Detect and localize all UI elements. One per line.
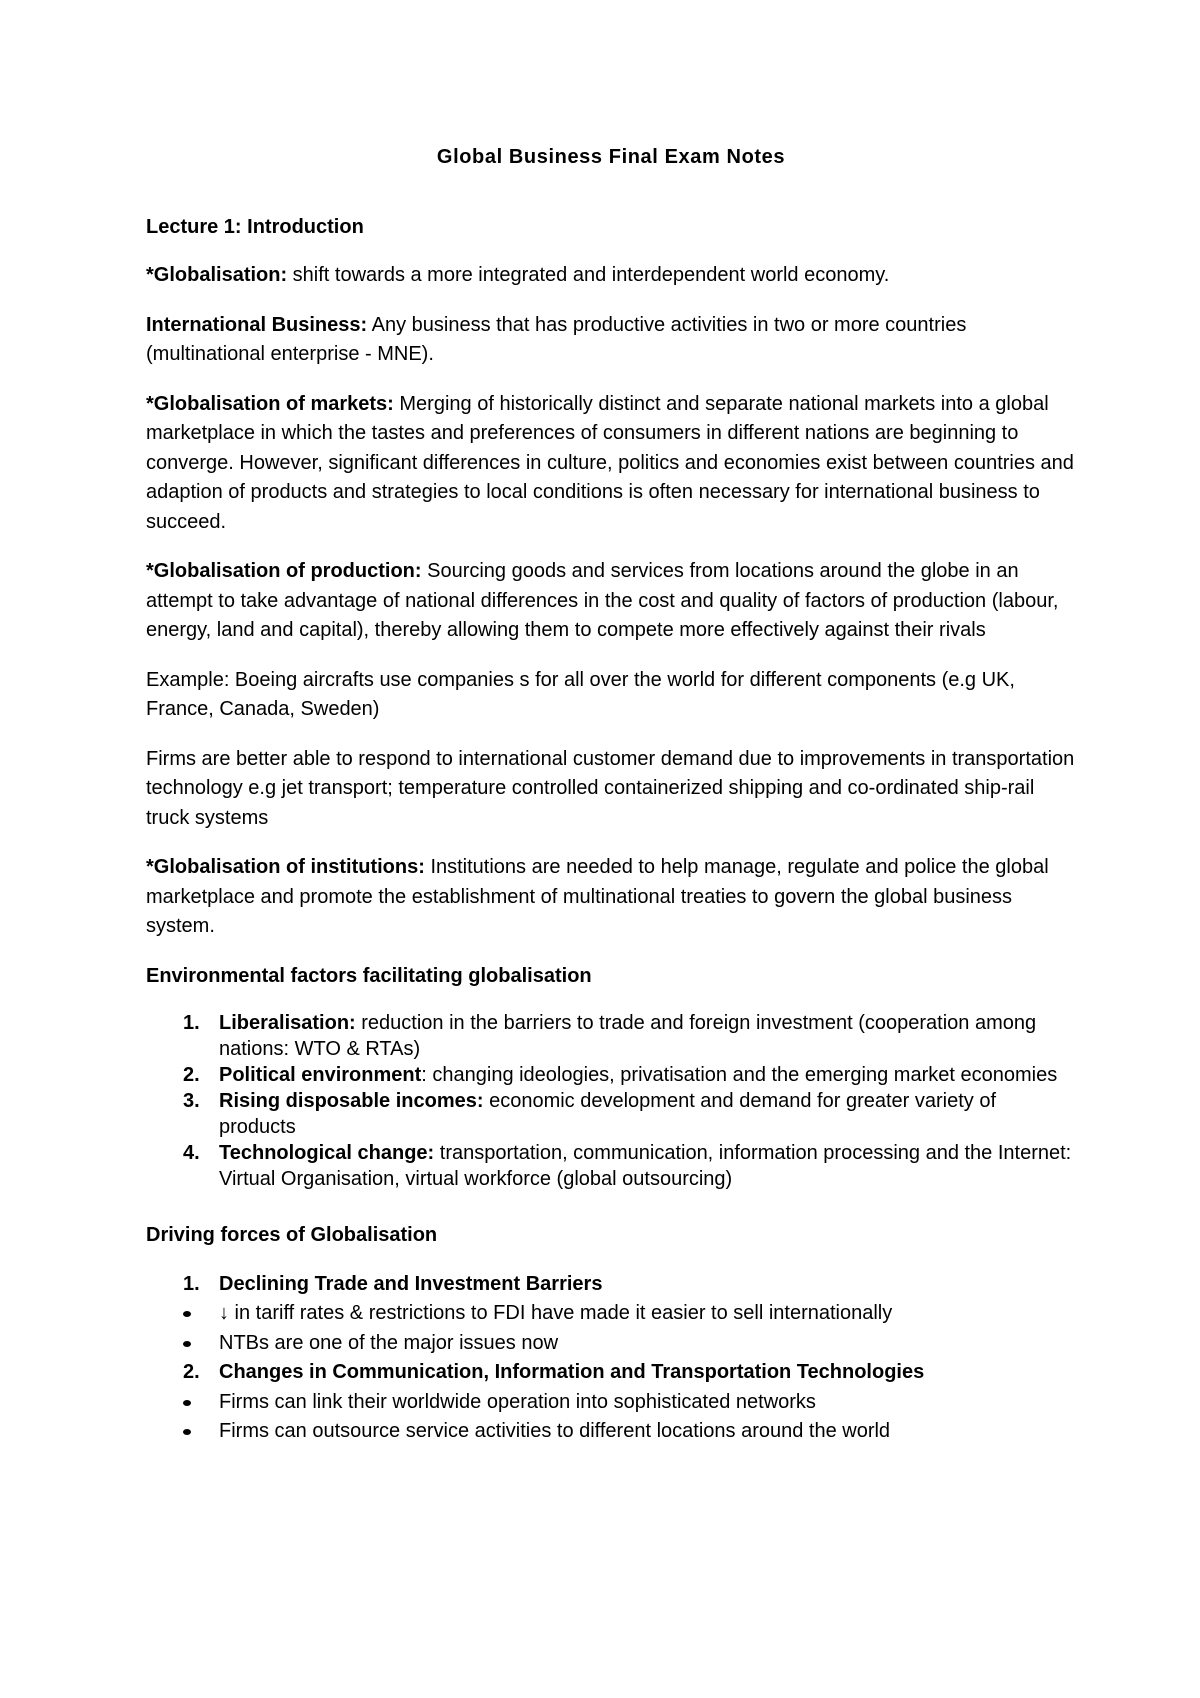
bullet-item bbox=[146, 1329, 1076, 1359]
definition-term: *Globalisation of markets: bbox=[146, 392, 394, 415]
definition-text: shift towards a more integrated and interdependent world economy. bbox=[287, 264, 890, 286]
definition-globalisation bbox=[146, 261, 1076, 291]
list-item bbox=[146, 1140, 1076, 1192]
list-item bbox=[146, 1088, 1076, 1140]
bullet-icon bbox=[183, 1400, 191, 1406]
definition-text: Any business that has productive activities in two or more countries (multinational enterprise - MNE). bbox=[146, 313, 967, 365]
factor-text: economic development and demand for greater variety of products bbox=[219, 1090, 997, 1138]
bullet-item bbox=[146, 1388, 1076, 1418]
bullet-text: Firms can link their worldwide operation into sophisticated networks bbox=[219, 1390, 816, 1413]
driving-forces-list bbox=[146, 1270, 1076, 1447]
bullet-item bbox=[146, 1299, 1076, 1329]
list-item bbox=[146, 1062, 1076, 1088]
bullet-list bbox=[146, 1299, 1076, 1358]
definition-international-business bbox=[146, 311, 1076, 370]
bullet-list bbox=[146, 1388, 1076, 1447]
definition-term: *Globalisation: bbox=[146, 264, 288, 286]
list-item bbox=[146, 1270, 1076, 1359]
bullet-text: NTBs are one of the major issues now bbox=[219, 1331, 559, 1354]
list-number: 3. bbox=[183, 1090, 200, 1112]
list-number: 4. bbox=[183, 1142, 200, 1164]
definition-text: Institutions are needed to help manage, regulate and police the global marketplace and promote the establishment of multinational treaties to govern the global business system. bbox=[146, 856, 1049, 937]
bullet-icon bbox=[183, 1311, 191, 1317]
definition-text: Sourcing goods and services from locations around the globe in an attempt to take advantage of national differences in the cost and quality of factors of production (labour, energy, land and capital), thereby allowing them to compete more effectively against their rivals bbox=[146, 560, 1059, 641]
document-content bbox=[146, 143, 1076, 1447]
lecture-heading: Lecture 1: Introduction bbox=[146, 215, 364, 238]
environmental-factors-list bbox=[146, 1010, 1076, 1192]
factor-text: transportation, communication, information processing and the Internet: Virtual Organisation, virtual workforce (global outsourcing) bbox=[219, 1142, 1072, 1190]
factor-term: Liberalisation: bbox=[219, 1012, 356, 1034]
definition-term: *Globalisation of institutions: bbox=[146, 856, 425, 878]
factor-term: Technological change: bbox=[219, 1142, 435, 1164]
bullet-icon bbox=[183, 1341, 191, 1347]
list-item bbox=[146, 1358, 1076, 1447]
list-number: 1. bbox=[183, 1012, 200, 1034]
list-number: 2. bbox=[183, 1361, 200, 1383]
definition-globalisation-of-institutions bbox=[146, 853, 1076, 942]
driver-title: Declining Trade and Investment Barriers bbox=[219, 1272, 603, 1295]
driving-forces-heading: Driving forces of Globalisation bbox=[146, 1224, 438, 1246]
definition-globalisation-of-production bbox=[146, 557, 1076, 646]
definition-term: International Business: bbox=[146, 313, 368, 336]
definition-text: Merging of historically distinct and separate national markets into a global marketplace in which the tastes and preferences of consumers in different nations are beginning to converge. However, significant differences in culture, politics and economies exist between countries and adaption of products and strategies to local conditions is often necessary for international business to succeed. bbox=[146, 392, 1074, 533]
driver-title: Changes in Communication, Information and Transportation Technologies bbox=[219, 1361, 925, 1383]
environmental-factors-heading: Environmental factors facilitating globalisation bbox=[146, 964, 592, 987]
bullet-text: ↓ in tariff rates & restrictions to FDI have made it easier to sell internationally bbox=[219, 1302, 893, 1324]
factor-text: reduction in the barriers to trade and foreign investment (cooperation among nations: WTO & RTAs) bbox=[219, 1012, 1037, 1060]
list-number: 1. bbox=[183, 1272, 200, 1295]
list-number: 2. bbox=[183, 1064, 200, 1086]
definition-globalisation-of-markets bbox=[146, 390, 1076, 538]
factor-term: Political environment bbox=[219, 1064, 422, 1086]
factor-text: : changing ideologies, privatisation and the emerging market economies bbox=[421, 1064, 1058, 1086]
factor-term: Rising disposable incomes: bbox=[219, 1090, 484, 1112]
bullet-text: Firms can outsource service activities to different locations around the world bbox=[219, 1420, 891, 1442]
bullet-icon bbox=[183, 1429, 191, 1435]
example-paragraph: Example: Boeing aircrafts use companies s for all over the world for different components (e.g UK, France, Canada, Sweden) bbox=[146, 668, 1015, 720]
document-title: Global Business Final Exam Notes bbox=[436, 146, 786, 168]
list-item bbox=[146, 1010, 1076, 1062]
bullet-item bbox=[146, 1417, 1076, 1447]
definition-term: *Globalisation of production: bbox=[146, 560, 422, 582]
firms-paragraph: Firms are better able to respond to international customer demand due to improvements in transportation technology e.g jet transport; temperature controlled containerized shipping and co-ordinated ship-rail truck systems bbox=[146, 747, 1075, 829]
